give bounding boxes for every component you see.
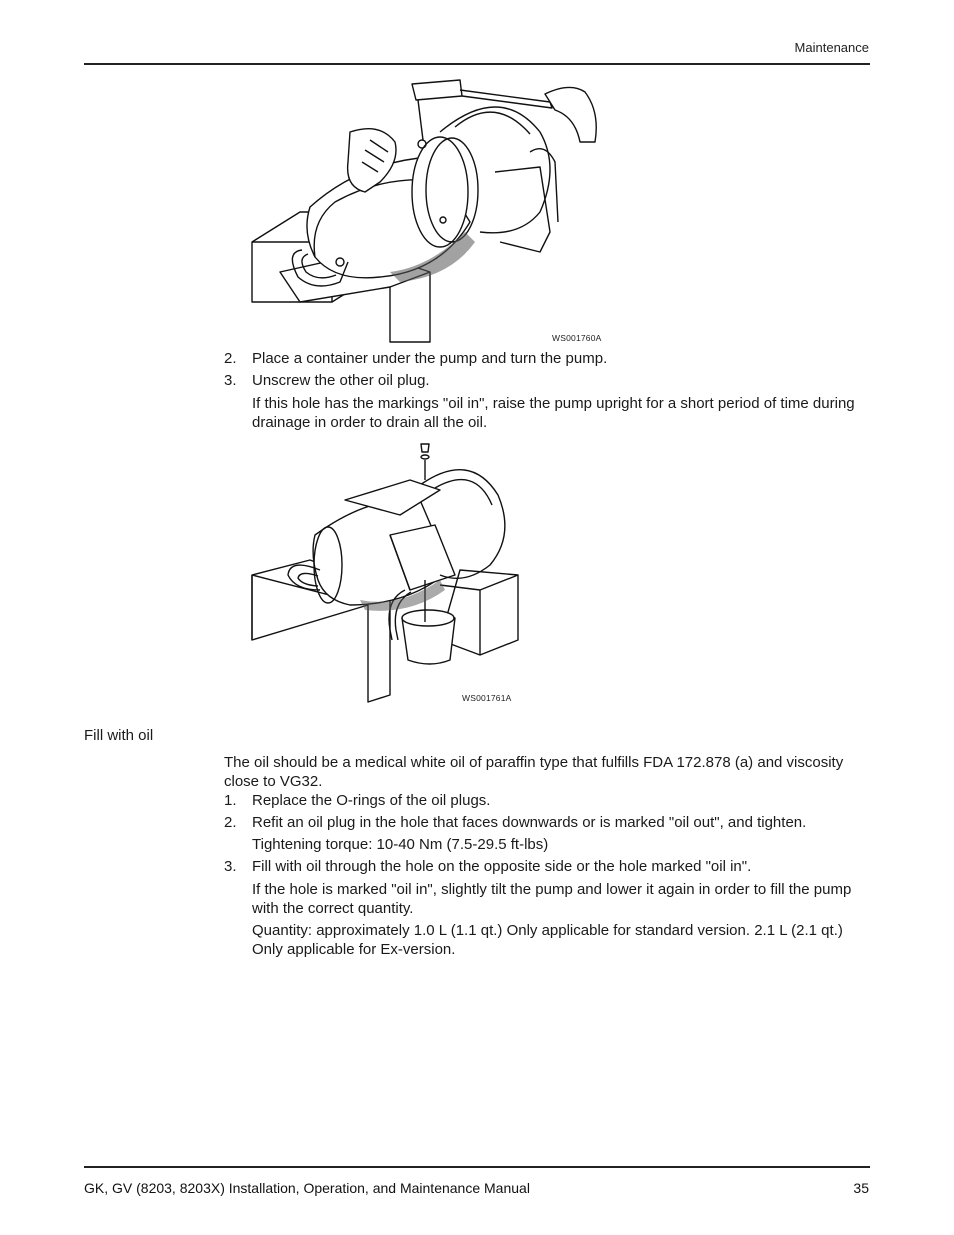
step-text: Refit an oil plug in the hole that faces downwards or is marked "oil out", and tighten. (252, 814, 807, 831)
pump-wrench-illustration (240, 72, 620, 347)
figure-pump-wrench (240, 72, 620, 347)
page-number: 35 (853, 1180, 869, 1196)
running-header: Maintenance (794, 40, 869, 55)
section-heading: Fill with oil (84, 727, 154, 744)
step-number: 2. (224, 350, 237, 367)
footer-rule (84, 1166, 870, 1168)
footer-title: GK, GV (8203, 8203X) Installation, Operation, and Maintenance Manual (84, 1180, 530, 1196)
step-number: 1. (224, 792, 237, 809)
quantity-note: Quantity: approximately 1.0 L (1.1 qt.) Only applicable for standard version. 2.1 L (2.1 qt.) Only applicable for Ex-version. (252, 922, 843, 958)
intro-paragraph: The oil should be a medical white oil of paraffin type that fulfills FDA 172.878 (a) and viscosity close to VG32. (224, 754, 844, 790)
figure-pump-drain (240, 440, 540, 710)
header-rule (84, 63, 870, 65)
pump-drain-illustration (240, 440, 540, 710)
step-text: Place a container under the pump and turn the pump. (252, 350, 608, 367)
step-number: 3. (224, 372, 237, 389)
tilt-note: If the hole is marked "oil in", slightly tilt the pump and lower it again in order to fill the pump with the correct quantity. (252, 881, 852, 917)
torque-note: Tightening torque: 10-40 Nm (7.5-29.5 ft-lbs) (252, 836, 549, 853)
figure-code: WS001761A (462, 693, 512, 703)
drain-note: If this hole has the markings "oil in", raise the pump upright for a short period of time during drainage in order to drain all the oil. (252, 395, 855, 431)
figure-code: WS001760A (552, 333, 602, 343)
step-number: 2. (224, 814, 237, 831)
step-number: 3. (224, 858, 237, 875)
step-text: Fill with oil through the hole on the opposite side or the hole marked "oil in". (252, 858, 752, 875)
step-text: Replace the O-rings of the oil plugs. (252, 792, 491, 809)
step-text: Unscrew the other oil plug. (252, 372, 430, 389)
